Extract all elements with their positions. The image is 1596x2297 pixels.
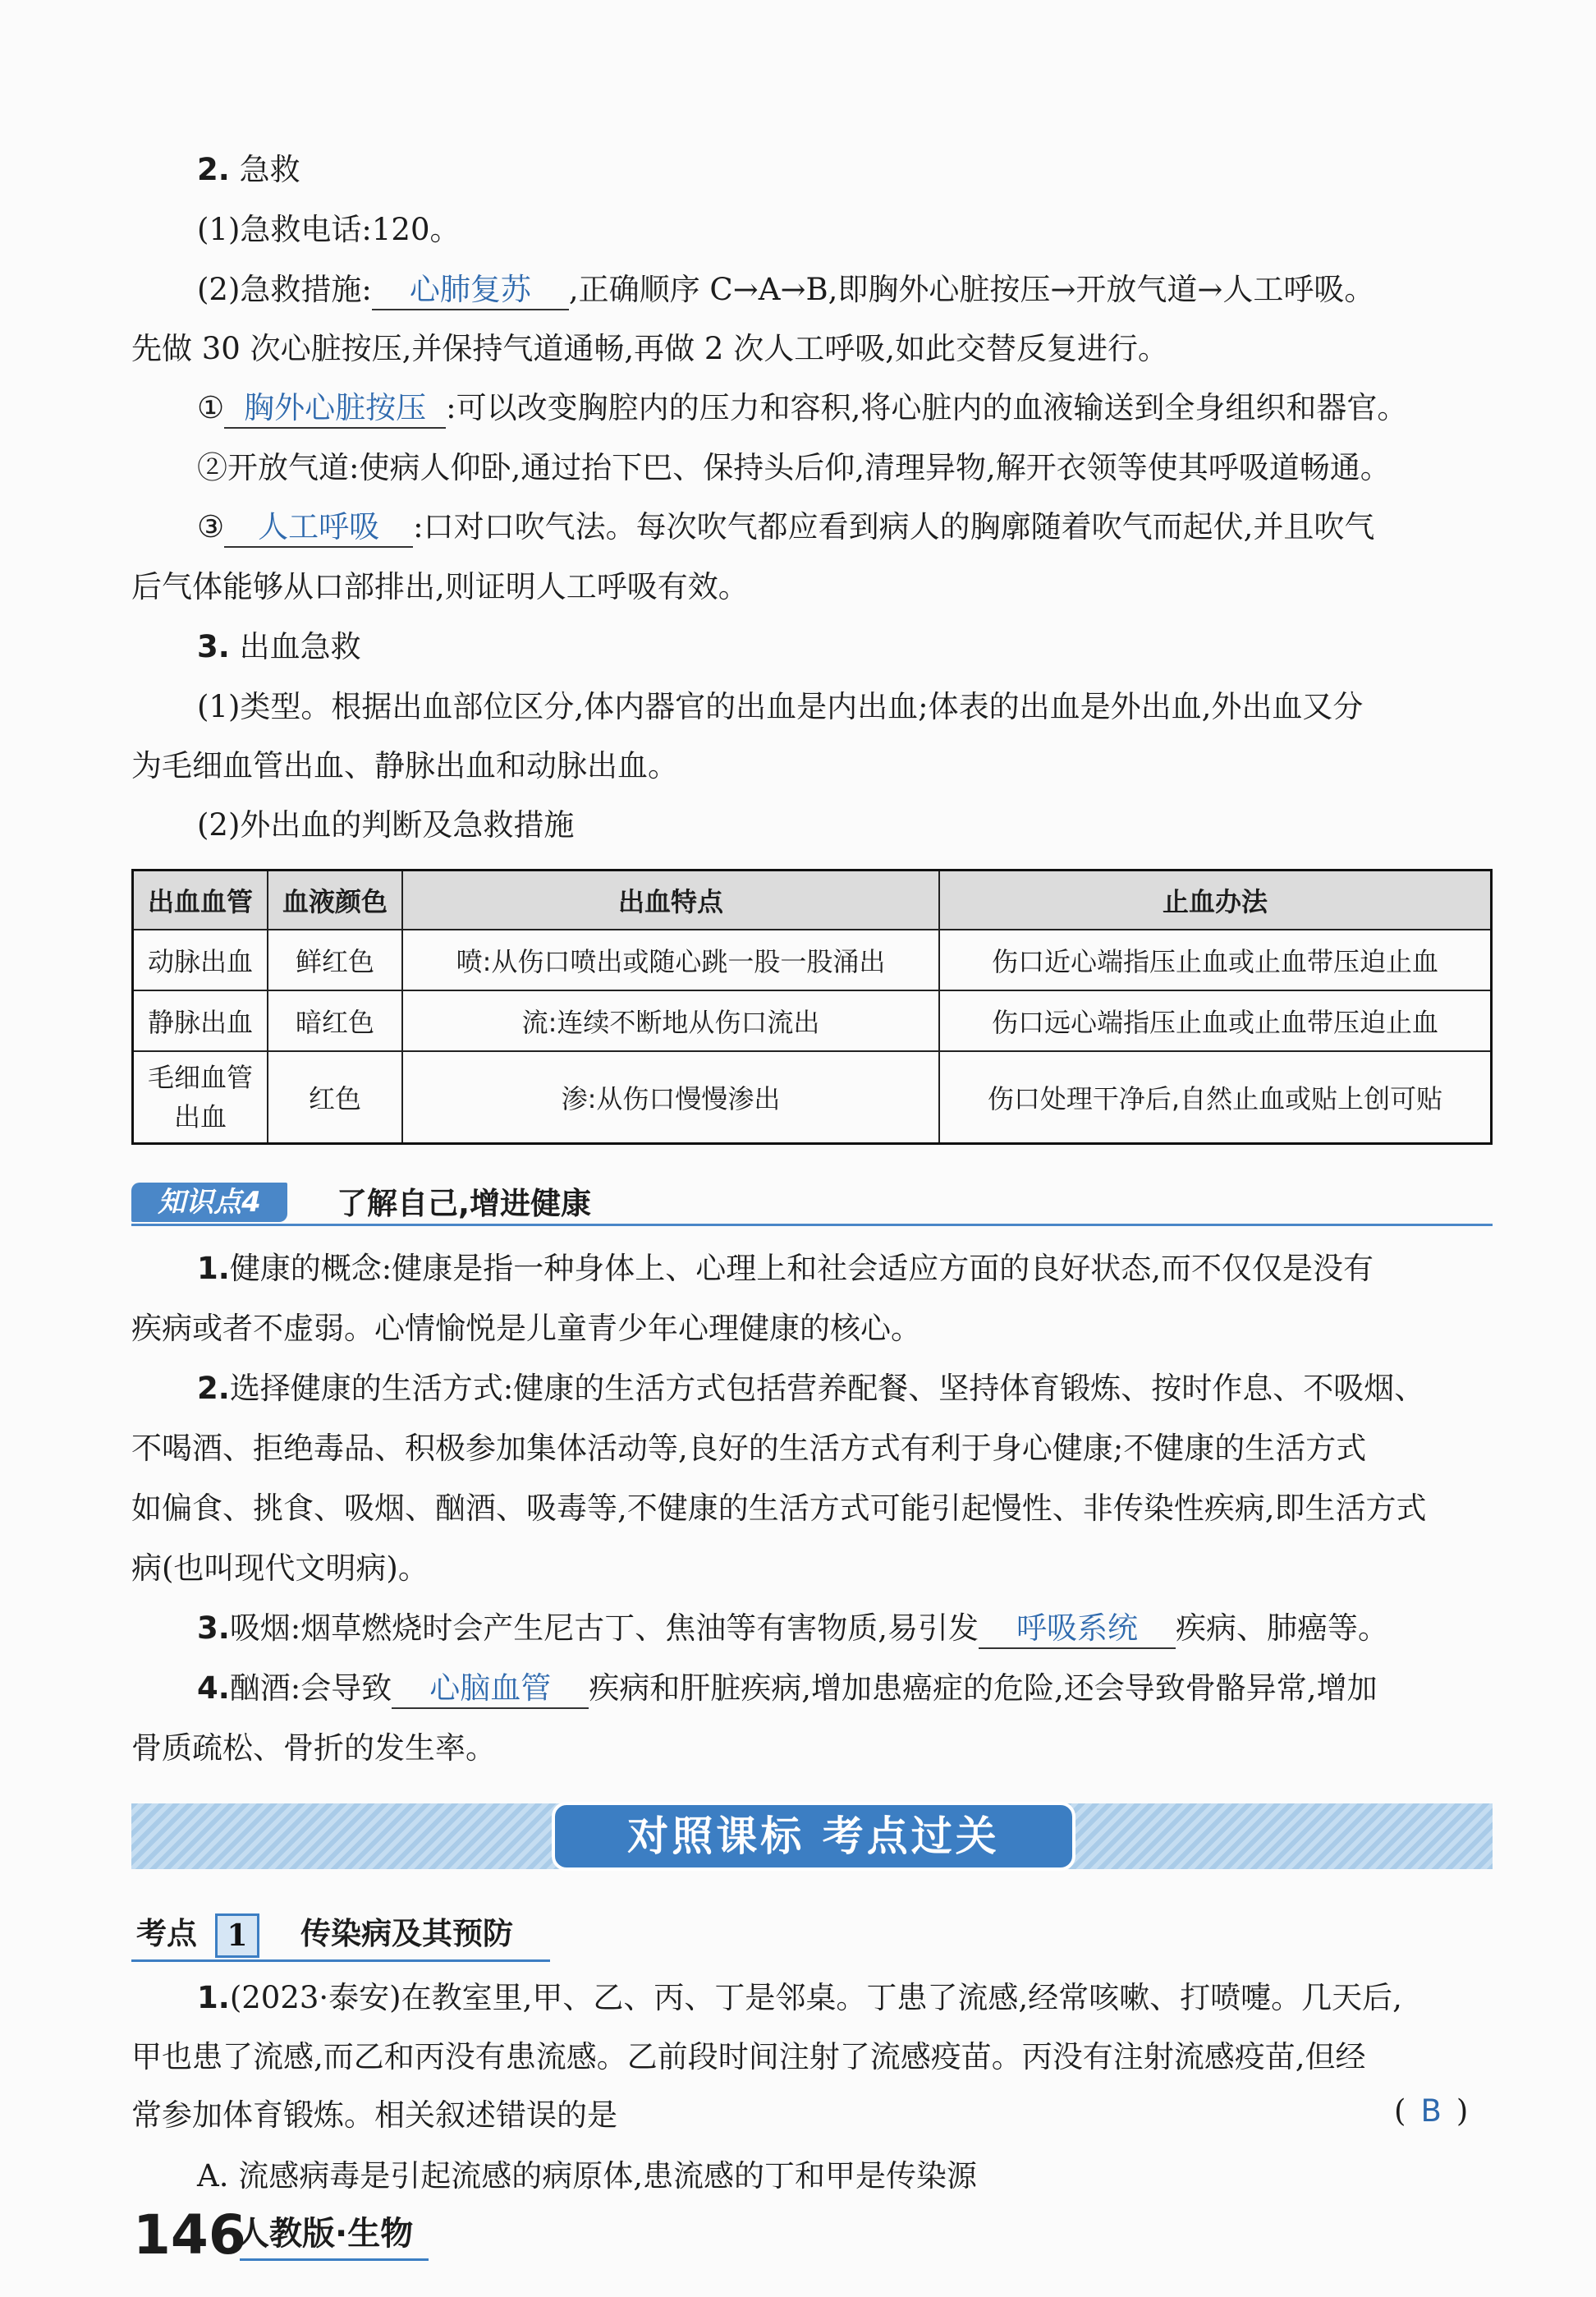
exam-point-rule <box>131 1959 550 1962</box>
heading-text: 出血急救 <box>239 629 361 664</box>
measures-prefix: (2)急救措施: <box>197 272 372 307</box>
step-3-number: ③ <box>197 509 225 544</box>
bleeding-table <box>131 869 1493 1145</box>
item-number: 1. <box>197 1251 230 1286</box>
page-number: 146 <box>133 2203 246 2267</box>
step-3-rest: :口对口吹气法。每次吹气都应看到病人的胸廓随着吹气而起伏,并且吹气 <box>413 509 1375 544</box>
table-cell: 动脉出血 <box>133 930 268 990</box>
item-text: 吸烟:烟草燃烧时会产生尼古丁、焦油等有害物质,易引发 <box>229 1610 979 1646</box>
item-text: 健康的概念:健康是指一种身体上、心理上和社会适应方面的良好状态,而不仅仅是没有 <box>229 1251 1374 1286</box>
alcohol-line1 <box>197 1668 1378 1709</box>
measures-line2: 先做 30 次心脏按压,并保持气道通畅,再做 2 次人工呼吸,如此交替反复进行。 <box>131 331 1168 366</box>
measures-rest: ,正确顺序 C→A→B,即胸外心脏按压→开放气道→人工呼吸。 <box>568 272 1375 307</box>
emergency-measures <box>197 269 1374 310</box>
answer-bracket <box>1394 2091 1468 2132</box>
question-number: 1. <box>197 1980 230 2015</box>
table-cell: 伤口远心端指压止血或止血带压迫止血 <box>939 990 1492 1051</box>
health-concept-line1 <box>197 1248 1374 1289</box>
knowledge-point-rule <box>131 1224 1493 1226</box>
lifestyle-line1 <box>197 1368 1424 1409</box>
question-1-line1 <box>197 1978 1402 2019</box>
heading-number: 3. <box>197 629 230 664</box>
book-edition: 人教版·生物 <box>236 2215 414 2253</box>
smoking-line <box>197 1608 1388 1649</box>
item-number: 3. <box>197 1610 230 1646</box>
table-row <box>133 930 1492 990</box>
answer-blank-cardiovascular: 心脑血管 <box>392 1670 589 1709</box>
step-1-rest: :可以改变胸腔内的压力和容积,将心脏内的血液输送到全身组织和器官。 <box>446 390 1408 425</box>
item-text-rest: 疾病、肺癌等。 <box>1176 1610 1389 1646</box>
heading-text: 急救 <box>239 152 300 187</box>
emergency-phone: (1)急救电话:120。 <box>197 212 461 247</box>
table-cell: 流:连续不断地从伤口流出 <box>402 990 939 1051</box>
lifestyle-line4: 病(也叫现代文明病)。 <box>131 1550 429 1586</box>
question-1-line3: 常参加体育锻炼。相关叙述错误的是 <box>131 2097 617 2133</box>
step-1-number: ① <box>197 390 225 425</box>
book-edition-rule <box>240 2258 429 2261</box>
item-text: 酗酒:会导致 <box>229 1670 392 1706</box>
table-header: 止血办法 <box>939 871 1492 930</box>
knowledge-point-badge: 知识点4 <box>131 1183 287 1222</box>
step-3-line2: 后气体能够从口部排出,则证明人工呼吸有效。 <box>131 569 749 604</box>
question-text: (2023·泰安)在教室里,甲、乙、丙、丁是邻桌。丁患了流感,经常咳嗽、打喷嚏。几天后, <box>229 1980 1402 2015</box>
step-3 <box>197 507 1374 548</box>
answer-blank-cpr: 心肺复苏 <box>372 271 569 310</box>
item-number: 2. <box>197 1371 230 1406</box>
knowledge-point-title: 了解自己,增进健康 <box>337 1186 592 1221</box>
bracket-open: ( <box>1394 2093 1406 2129</box>
external-bleeding-caption: (2)外出血的判断及急救措施 <box>197 807 575 843</box>
table-cell: 鲜红色 <box>268 930 402 990</box>
item-text: 选择健康的生活方式:健康的生活方式包括营养配餐、坚持体育锻炼、按时作息、不吸烟、 <box>229 1371 1425 1406</box>
table-cell: 伤口处理干净后,自然止血或贴上创可贴 <box>939 1051 1492 1144</box>
section-2-heading <box>197 149 300 191</box>
section-3-heading <box>197 627 361 668</box>
answer-blank-artificial-respiration: 人工呼吸 <box>224 508 413 548</box>
bleeding-types-line2: 为毛细血管出血、静脉出血和动脉出血。 <box>131 748 678 783</box>
question-1-line2: 甲也患了流感,而乙和丙没有患流感。乙前段时间注射了流感疫苗。丙没有注射流感疫苗,但经 <box>131 2039 1366 2074</box>
lifestyle-line3: 如偏食、挑食、吸烟、酗酒、吸毒等,不健康的生活方式可能引起慢性、非传染性疾病,即生活方式 <box>131 1491 1427 1526</box>
step-2: ②开放气道:使病人仰卧,通过抬下巴、保持头后仰,清理异物,解开衣领等使其呼吸道畅通。 <box>197 450 1391 485</box>
bracket-close: ) <box>1456 2093 1469 2129</box>
lifestyle-line2: 不喝酒、拒绝毒品、积极参加集体活动等,良好的生活方式有利于身心健康;不健康的生活方式 <box>131 1431 1367 1466</box>
table-cell: 伤口近心端指压止血或止血带压迫止血 <box>939 930 1492 990</box>
table-header: 出血特点 <box>402 871 939 930</box>
alcohol-line2: 骨质疏松、骨折的发生率。 <box>131 1730 496 1766</box>
table-header-row <box>133 871 1492 930</box>
exam-point-number: 1 <box>215 1913 259 1958</box>
option-a: A. 流感病毒是引起流感的病原体,患流感的丁和甲是传染源 <box>197 2158 978 2194</box>
step-1 <box>197 388 1407 429</box>
table-row <box>133 990 1492 1051</box>
answer-blank-chest-compression: 胸外心脏按压 <box>224 389 446 429</box>
cell-line: 毛细血管 <box>147 1062 253 1093</box>
section-banner-title: 对照课标 考点过关 <box>552 1802 1075 1871</box>
item-number: 4. <box>197 1670 230 1706</box>
table-row <box>133 1051 1492 1144</box>
answer-blank-respiratory: 呼吸系统 <box>979 1610 1176 1649</box>
table-header: 血液颜色 <box>268 871 402 930</box>
table-cell: 静脉出血 <box>133 990 268 1051</box>
table-cell: 渗:从伤口慢慢渗出 <box>402 1051 939 1144</box>
answer-value: B <box>1420 2093 1442 2129</box>
health-concept-line2: 疾病或者不虚弱。心情愉悦是儿童青少年心理健康的核心。 <box>131 1311 921 1346</box>
bleeding-types-line1: (1)类型。根据出血部位区分,体内器官的出血是内出血;体表的出血是外出血,外出血又分 <box>197 689 1364 724</box>
exam-point-title: 传染病及其预防 <box>300 1916 513 1951</box>
table-cell <box>133 1051 268 1144</box>
table-header: 出血血管 <box>133 871 268 930</box>
cell-line: 出血 <box>173 1101 227 1132</box>
exam-point-label: 考点 <box>136 1916 197 1951</box>
table-cell: 暗红色 <box>268 990 402 1051</box>
table-cell: 红色 <box>268 1051 402 1144</box>
item-text-rest: 疾病和肝脏疾病,增加患癌症的危险,还会导致骨骼异常,增加 <box>589 1670 1378 1706</box>
heading-number: 2. <box>197 152 230 187</box>
table-cell: 喷:从伤口喷出或随心跳一股一股涌出 <box>402 930 939 990</box>
